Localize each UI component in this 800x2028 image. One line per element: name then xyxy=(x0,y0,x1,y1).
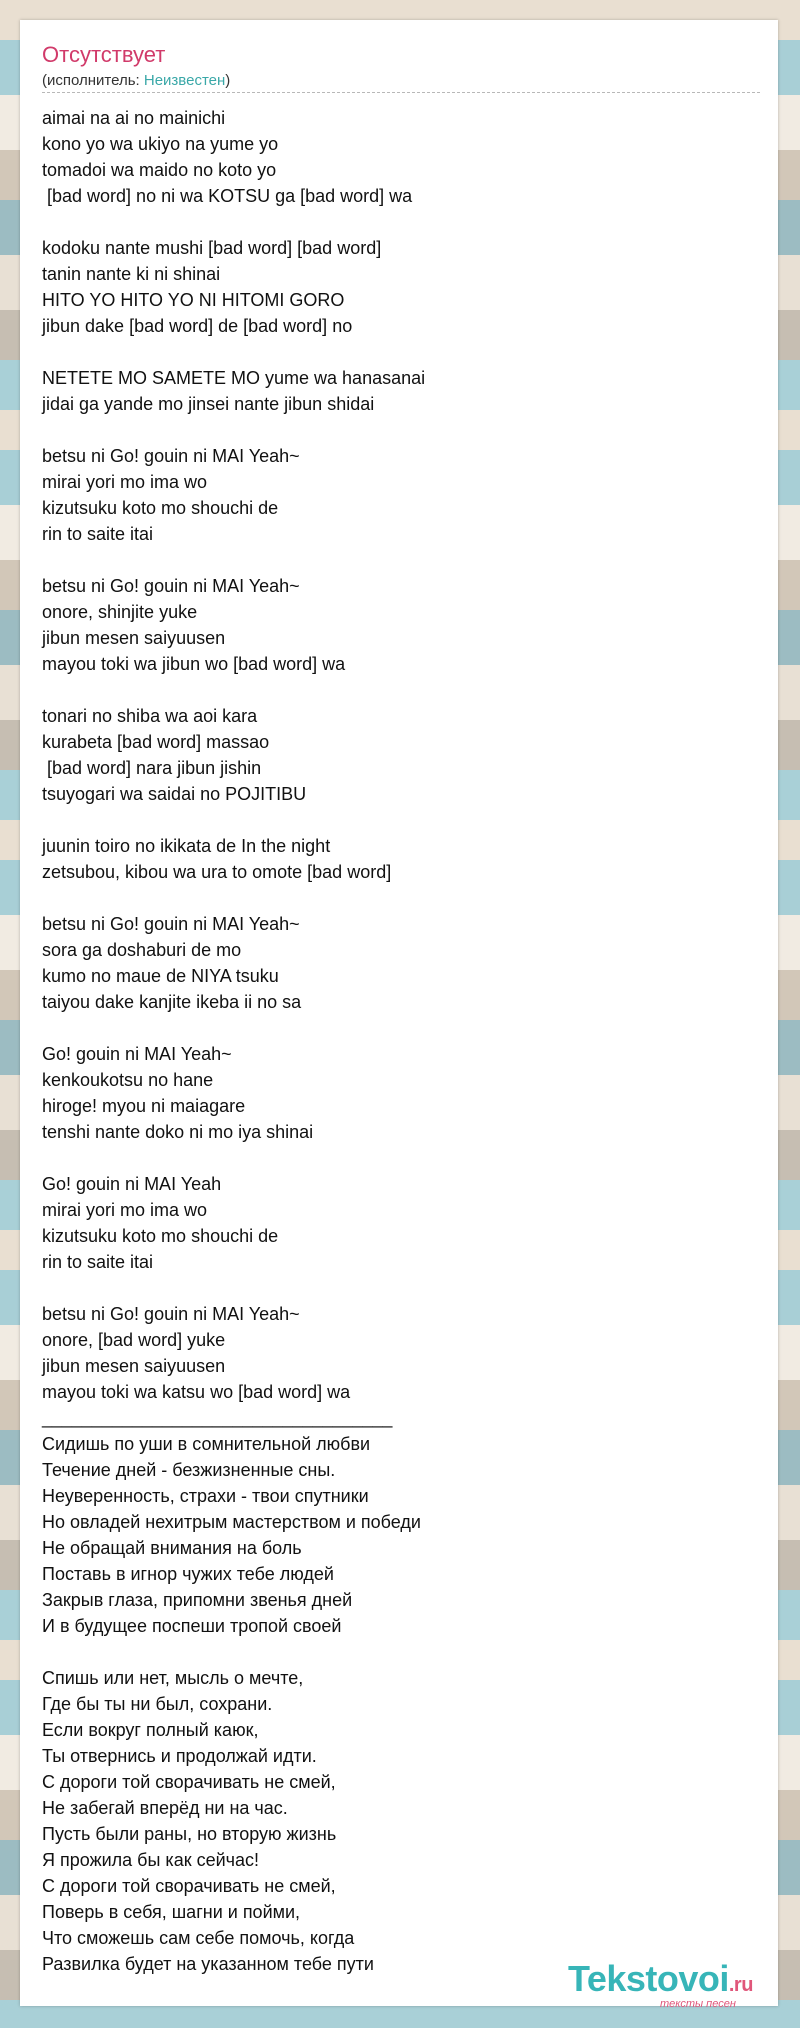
lyric-line: betsu ni Go! gouin ni MAI Yeah~ xyxy=(42,914,300,934)
lyric-line: Ты отвернись и продолжай идти. xyxy=(42,1746,317,1766)
lyric-line: ___________________________________ xyxy=(42,1408,393,1428)
lyrics-card xyxy=(20,20,778,2010)
lyric-line: hiroge! myou ni maiagare xyxy=(42,1096,246,1116)
lyric-line: Не забегай вперёд ни на час. xyxy=(42,1798,288,1818)
lyric-line xyxy=(42,209,762,235)
lyric-line: mirai yori mo ima wo xyxy=(42,472,208,492)
site-tagline: тексты песен xyxy=(660,1998,736,2010)
lyric-line: jibun mesen saiyuusen xyxy=(42,628,226,648)
lyric-line: С дороги той сворачивать не смей, xyxy=(42,1772,336,1792)
lyric-line: sora ga doshaburi de mo xyxy=(42,940,242,960)
lyric-line: Не обращай внимания на боль xyxy=(42,1538,302,1558)
lyric-line: Развилка будет на указанном тебе пути xyxy=(42,1954,374,1974)
lyric-line: taiyou dake kanjite ikeba ii no sa xyxy=(42,992,302,1012)
lyric-line xyxy=(42,1145,762,1171)
lyric-line: mirai yori mo ima wo xyxy=(42,1200,208,1220)
lyric-line: kizutsuku koto mo shouchi de xyxy=(42,498,279,518)
lyric-line: Что сможешь сам себе помочь, когда xyxy=(42,1928,355,1948)
lyric-line: Поставь в игнор чужих тебе людей xyxy=(42,1564,334,1584)
lyric-line: mayou toki wa katsu wo [bad word] wa xyxy=(42,1382,351,1402)
artist-suffix: ) xyxy=(225,72,231,89)
lyric-line: betsu ni Go! gouin ni MAI Yeah~ xyxy=(42,1304,300,1324)
lyric-line xyxy=(42,417,762,443)
lyric-line: rin to saite itai xyxy=(42,1252,154,1272)
lyric-line: Где бы ты ни был, сохрани. xyxy=(42,1694,273,1714)
lyric-line: kurabeta [bad word] massao xyxy=(42,732,270,752)
lyric-line: rin to saite itai xyxy=(42,524,154,544)
lyric-line: С дороги той сворачивать не смей, xyxy=(42,1876,336,1896)
lyrics-text xyxy=(42,105,762,1977)
lyric-line xyxy=(42,1015,762,1041)
lyric-line: Go! gouin ni MAI Yeah~ xyxy=(42,1044,232,1064)
lyric-line: betsu ni Go! gouin ni MAI Yeah~ xyxy=(42,576,300,596)
lyric-line: HITO YO HITO YO NI HITOMI GORO xyxy=(42,290,345,310)
lyric-line: Поверь в себя, шагни и пойми, xyxy=(42,1902,301,1922)
lyric-line: onore, [bad word] yuke xyxy=(42,1330,226,1350)
lyric-line xyxy=(42,547,762,573)
lyric-line xyxy=(42,1275,762,1301)
lyric-line: Спишь или нет, мысль о мечте, xyxy=(42,1668,304,1688)
lyric-line: [bad word] no ni wa KOTSU ga [bad word] wa xyxy=(42,186,413,206)
lyric-line: kumo no maue de NIYA tsuku xyxy=(42,966,279,986)
lyric-line: kodoku nante mushi [bad word] [bad word] xyxy=(42,238,382,258)
lyric-line: Течение дней - безжизненные сны. xyxy=(42,1460,336,1480)
lyric-line: Go! gouin ni MAI Yeah xyxy=(42,1174,222,1194)
logo-main: Tekstovoi xyxy=(568,1958,729,1999)
lyric-line: kenkoukotsu no hane xyxy=(42,1070,214,1090)
lyric-line: betsu ni Go! gouin ni MAI Yeah~ xyxy=(42,446,300,466)
artist-link[interactable]: Неизвестен xyxy=(143,72,226,89)
logo-tld: .ru xyxy=(728,1974,753,1996)
lyric-line xyxy=(42,339,762,365)
lyric-line: Если вокруг полный каюк, xyxy=(42,1720,259,1740)
lyric-line: tsuyogari wa saidai no POJITIBU xyxy=(42,784,307,804)
lyric-line: tomadoi wa maido no koto yo xyxy=(42,160,277,180)
lyric-line: kizutsuku koto mo shouchi de xyxy=(42,1226,279,1246)
lyric-line xyxy=(42,885,762,911)
lyric-line: jibun dake [bad word] de [bad word] no xyxy=(42,316,353,336)
lyric-line: mayou toki wa jibun wo [bad word] wa xyxy=(42,654,346,674)
lyric-line: jidai ga yande mo jinsei nante jibun shidai xyxy=(42,394,375,414)
lyric-line: jibun mesen saiyuusen xyxy=(42,1356,226,1376)
lyric-line: Закрыв глаза, припомни звенья дней xyxy=(42,1590,353,1610)
lyric-line: Неуверенность, страхи - твои спутники xyxy=(42,1486,369,1506)
lyric-line: [bad word] nara jibun jishin xyxy=(42,758,262,778)
lyric-line: NETETE MO SAMETE MO yume wa hanasanai xyxy=(42,368,426,388)
lyric-line: Я прожила бы как сейчас! xyxy=(42,1850,260,1870)
lyric-line xyxy=(42,677,762,703)
artist-prefix: (исполнитель: xyxy=(42,72,144,89)
lyric-line: tanin nante ki ni shinai xyxy=(42,264,221,284)
title-divider xyxy=(42,92,760,93)
lyric-line: Но овладей нехитрым мастерством и победи xyxy=(42,1512,421,1532)
lyric-line: juunin toiro no ikikata de In the night xyxy=(42,836,331,856)
lyric-line: aimai na ai no mainichi xyxy=(42,108,226,128)
lyric-line: zetsubou, kibou wa ura to omote [bad word] xyxy=(42,862,392,882)
song-title: Отсутствует xyxy=(42,42,166,67)
lyric-line: tenshi nante doko ni mo iya shinai xyxy=(42,1122,314,1142)
lyric-line: onore, shinjite yuke xyxy=(42,602,198,622)
lyric-line xyxy=(42,807,762,833)
lyric-line xyxy=(42,1639,762,1665)
lyric-line: Пусть были раны, но вторую жизнь xyxy=(42,1824,337,1844)
artist-line xyxy=(42,72,230,89)
lyric-line: Сидишь по уши в сомнительной любви xyxy=(42,1434,371,1454)
lyric-line: tonari no shiba wa aoi kara xyxy=(42,706,258,726)
lyric-line: И в будущее поспеши тропой своей xyxy=(42,1616,342,1636)
lyric-line: kono yo wa ukiyo na yume yo xyxy=(42,134,279,154)
